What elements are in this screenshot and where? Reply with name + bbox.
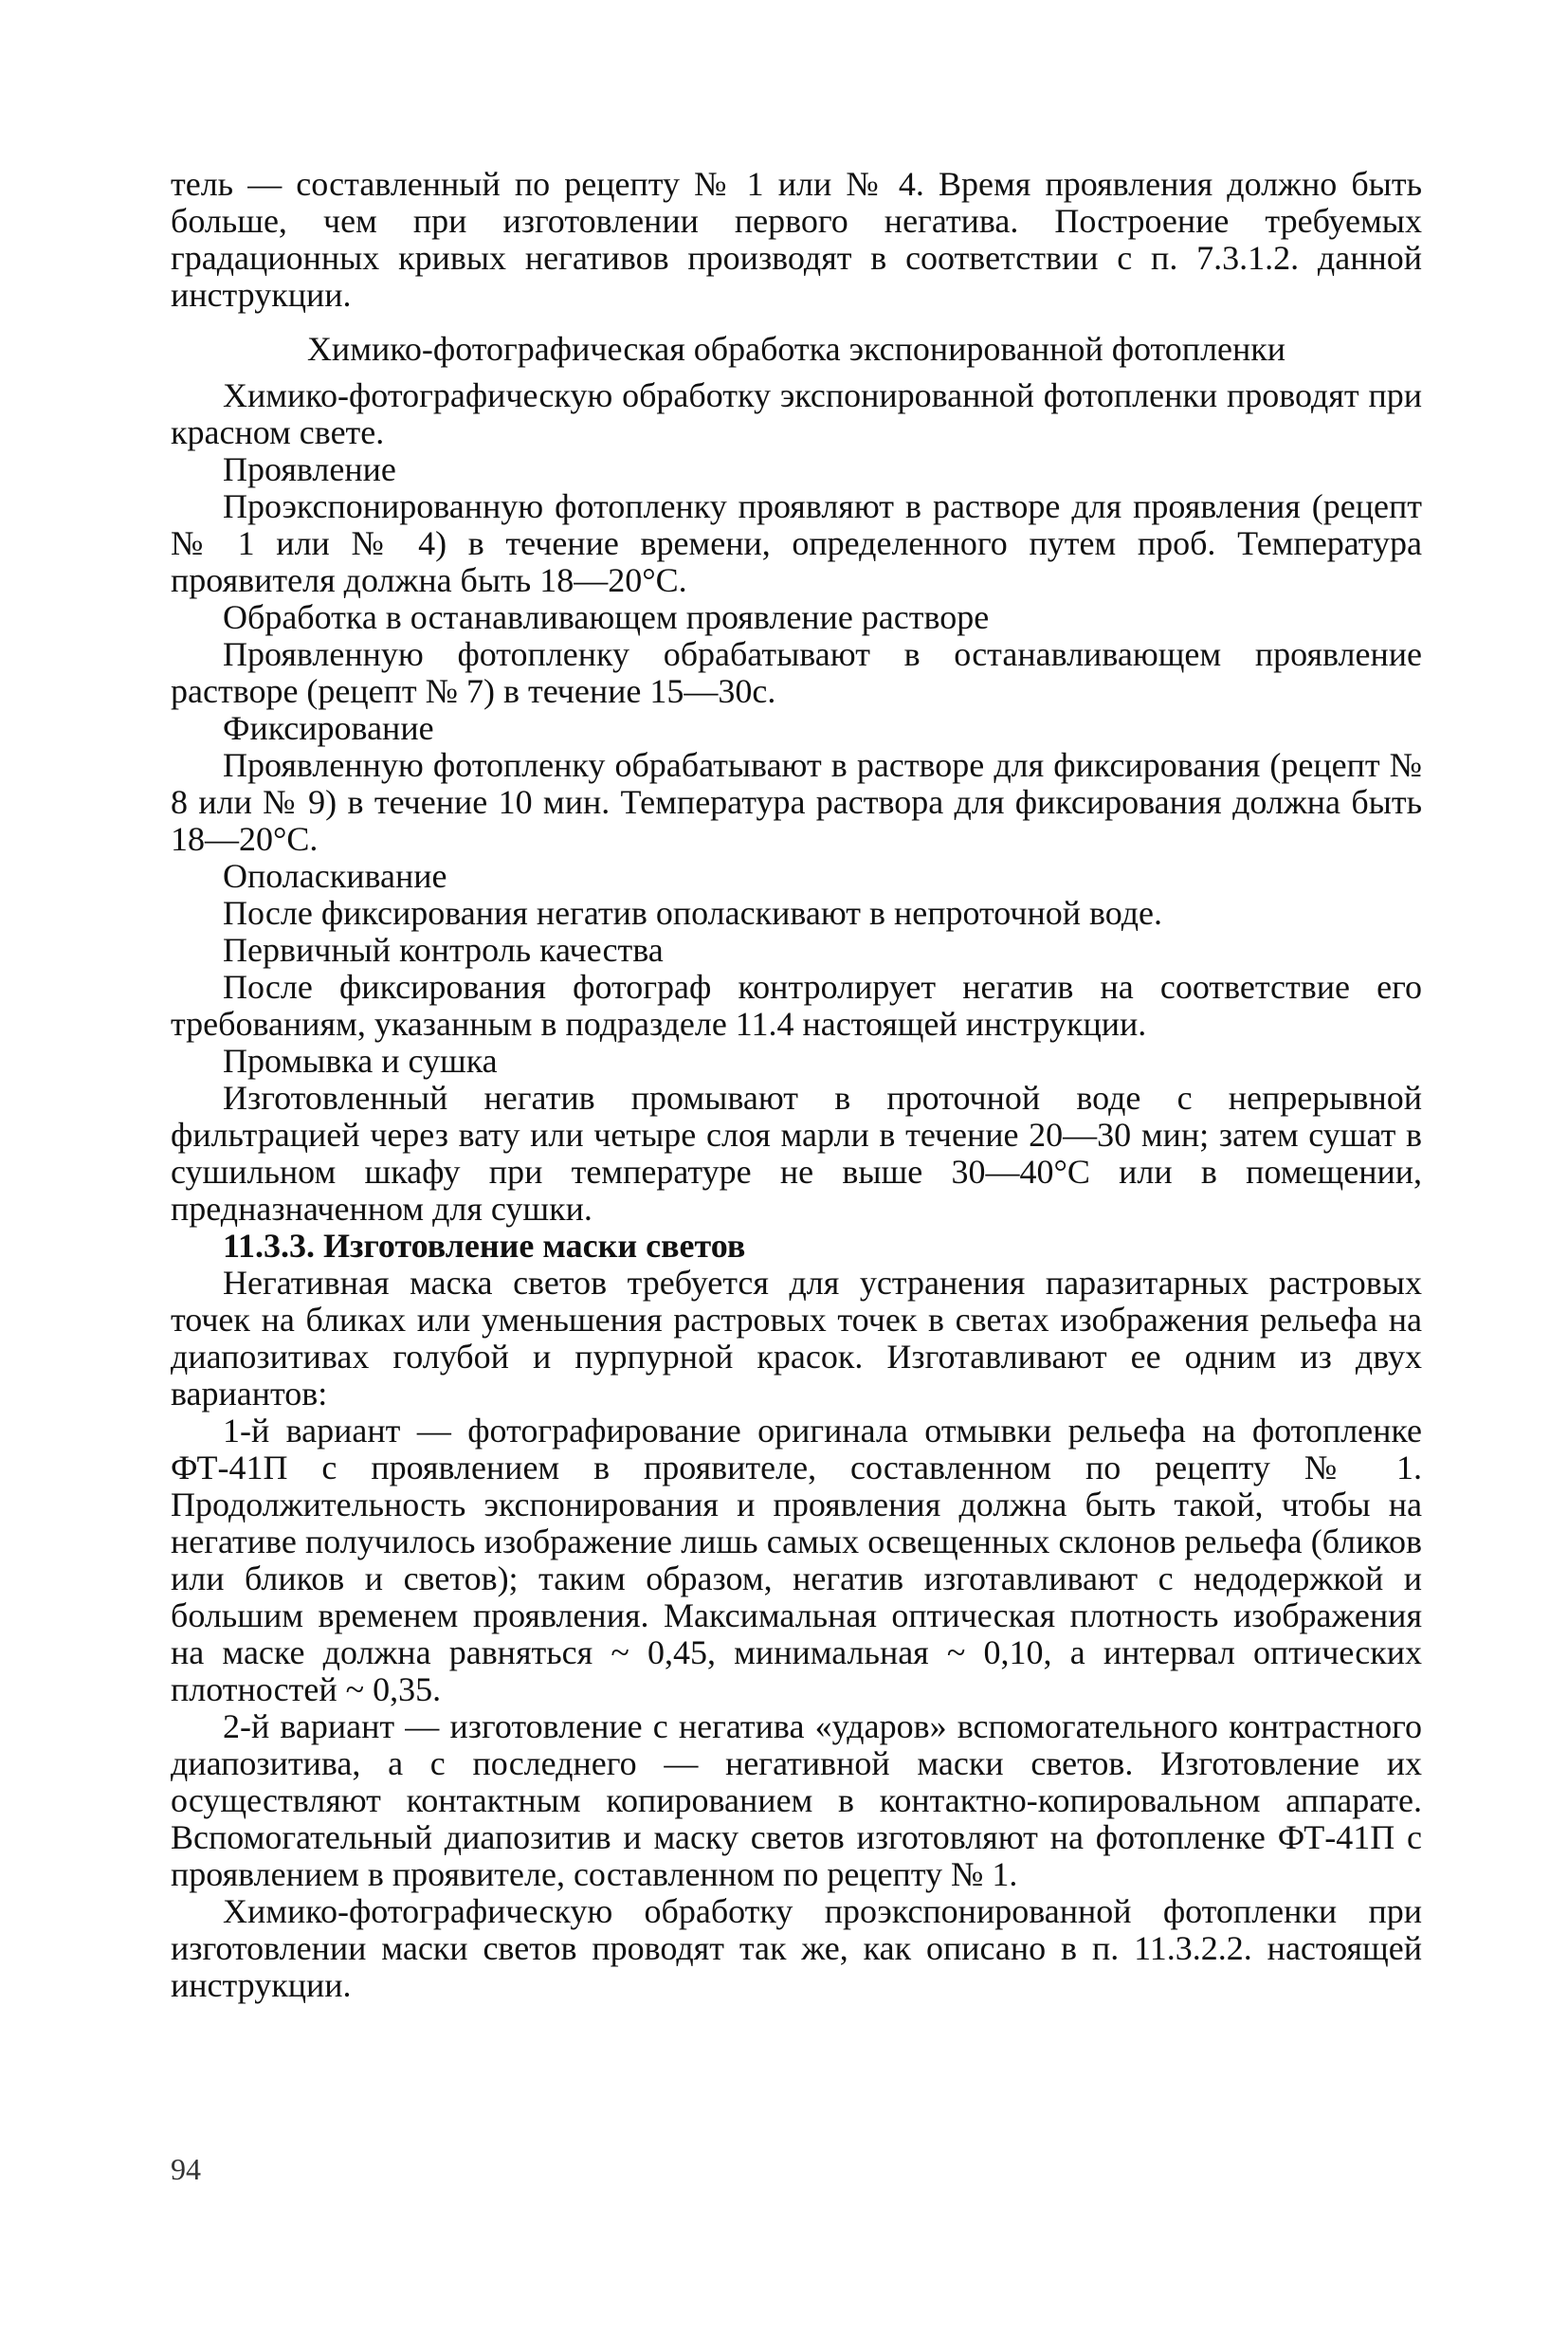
sub-heading-quality-control: Первичный контроль качества (223, 931, 664, 969)
paragraph: 2-й вариант — изготовление с негатива «ударов» вспомогательного контрастного диапозитива, а с последнего — негативной маски светов. Изготовление их осуществляют контактным копированием в контактно-копировальном аппарате. Вспомогательный диапозитив и маску светов изготовляют на фотопленке ФТ-41П с проявлением в проявителе, составленном по рецепту № 1. (171, 1707, 1422, 1893)
page-body (171, 166, 1422, 2004)
paragraph: Негативная маска светов требуется для устранения паразитарных растровых точек на бликах или уменьшения растровых точек в светах изображения рельефа на диапозитивах голубой и пурпурной красок. Изготавливают ее одним из двух вариантов: (171, 1264, 1422, 1413)
paragraph: После фиксирования фотограф контролирует негатив на соответствие его требованиям, указанным в подразделе 11.4 настоящей инструкции. (171, 968, 1422, 1043)
paragraph: Проявленную фотопленку обрабатывают в останавливающем проявление растворе (рецепт № 7) в течение 15—30с. (171, 635, 1422, 710)
sub-heading-washing-drying: Промывка и сушка (223, 1042, 498, 1080)
paragraph: Проэкспонированную фотопленку проявляют в растворе для проявления (рецепт № 1 или № 4) в течение времени, определенного путем проб. Температура проявителя должна быть 18—20°С. (171, 487, 1422, 599)
sub-heading-fixing: Фиксирование (223, 709, 434, 747)
paragraph: Изготовленный негатив промывают в проточной воде с непрерывной фильтрацией через вату или четыре слоя марли в течение 20—30 мин; затем сушат в сушильном шкафу при температуре не выше 30—40°С или в помещении, предназначенном для сушки. (171, 1079, 1422, 1228)
paragraph: Химико-фотографическую обработку проэкспонированной фотопленки при изготовлении маски светов проводят так же, как описано в п. 11.3.2.2. настоящей инструкции. (171, 1892, 1422, 2004)
page-number: 94 (171, 2152, 201, 2186)
paragraph: После фиксирования негатив ополаскивают в непроточной воде. (223, 894, 1163, 932)
section-heading: Химико-фотографическая обработка экспонированной фотопленки (306, 330, 1286, 368)
numbered-heading: 11.3.3. Изготовление маски светов (223, 1227, 746, 1265)
paragraph-continuation: тель — составленный по рецепту № 1 или № 4. Время проявления должно быть больше, чем при изготовлении первого негатива. Построение требуемых градационных кривых негативов производят в соответствии с п. 7.3.1.2. данной инструкции. (171, 165, 1422, 314)
paragraph: Химико-фотографическую обработку экспонированной фотопленки проводят при красном свете. (171, 376, 1422, 451)
paragraph: Проявленную фотопленку обрабатывают в растворе для фиксирования (рецепт № 8 или № 9) в течение 10 мин. Температура раствора для фиксирования должна быть 18—20°С. (171, 746, 1422, 858)
sub-heading-rinsing: Ополаскивание (223, 857, 447, 895)
sub-heading-stop-bath: Обработка в останавливающем проявление растворе (223, 598, 990, 636)
paragraph: 1-й вариант — фотографирование оригинала отмывки рельефа на фотопленке ФТ-41П с проявлением в проявителе, составленном по рецепту № 1. Продолжительность экспонирования и проявления должна быть такой, чтобы на негативе получилось изображение лишь самых освещенных склонов рельефа (бликов или бликов и светов); таким образом, негатив изготавливают с недодержкой и большим временем проявления. Максимальная оптическая плотность изображения на маске должна равняться ~ 0,45, минимальная ~ 0,10, а интервал оптических плотностей ~ 0,35. (171, 1412, 1422, 1708)
sub-heading-development: Проявление (223, 450, 396, 488)
